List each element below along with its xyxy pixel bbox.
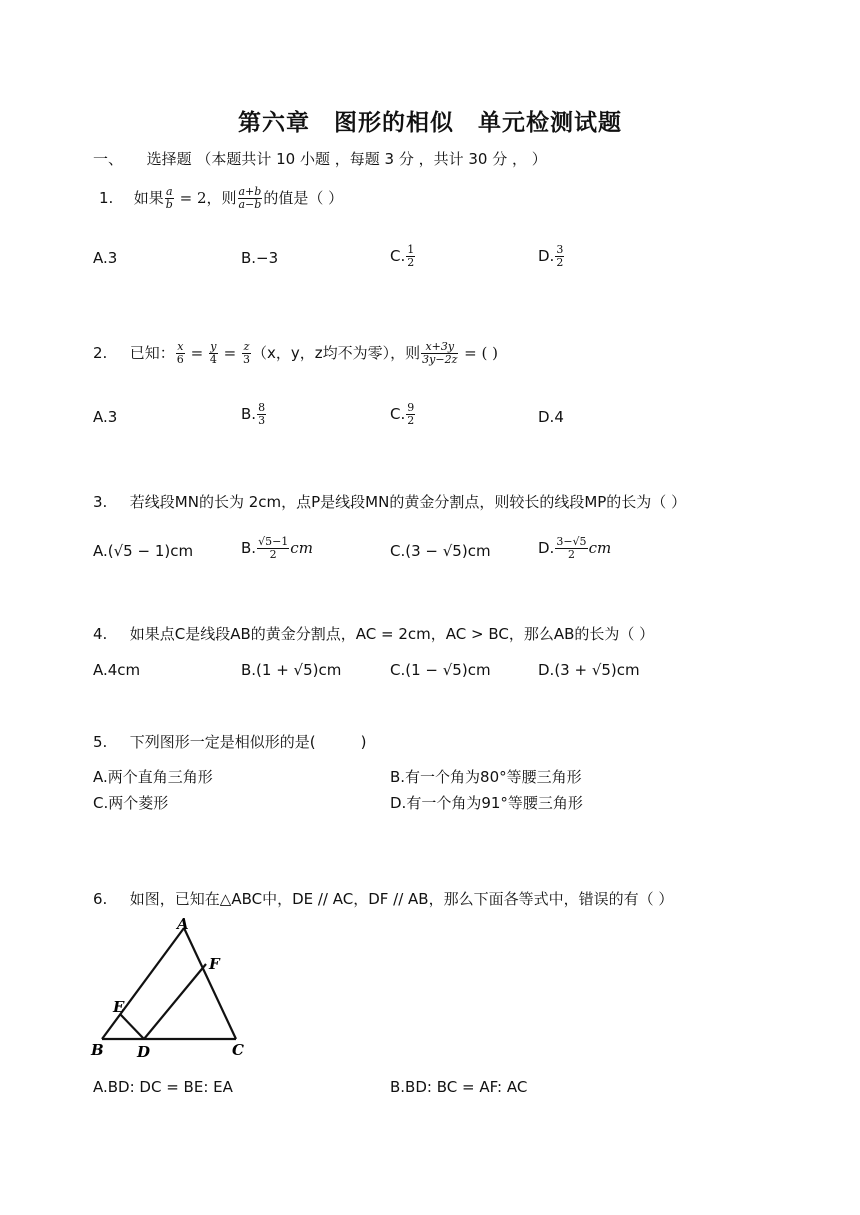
side-ac <box>184 928 236 1039</box>
option-d: D. $\frac{3}{2}$ <box>538 243 564 269</box>
option-c: C.(3 − √5)cm <box>390 542 491 560</box>
question-text: 如图，已知在△ABC中，DE // AC，DF // AB，那么下面各等式中，错误的有（ ） <box>129 890 674 908</box>
option-b: B. $\frac{8}{3}$ <box>241 401 266 427</box>
label-d: D <box>137 1043 151 1061</box>
option-c: C. $\frac{1}{2}$ <box>390 243 415 269</box>
option-a: A.BD: DC = BE: EA <box>93 1078 233 1096</box>
option-b: B.−3 <box>241 249 279 267</box>
option-a: A.3 <box>93 249 118 267</box>
option-d: D.(3 + √5)cm <box>538 661 640 679</box>
question-4 <box>93 623 654 644</box>
label-e: E <box>113 998 125 1016</box>
option-c: C.两个菱形 <box>93 794 169 812</box>
question-number: 6. <box>93 890 108 908</box>
question-number: 1. <box>99 189 114 207</box>
question-number: 3. <box>93 493 108 511</box>
triangle-figure <box>88 912 253 1062</box>
option-d: D.4 <box>538 408 564 426</box>
option-a: A.4cm <box>93 661 141 679</box>
option-c: C.(1 − √5)cm <box>390 661 491 679</box>
question-6 <box>93 888 673 909</box>
option-d: D.有一个角为91°等腰三角形 <box>390 794 583 812</box>
section-info: （本题共计 10 小题 ，每题 3 分 ，共计 30 分 ， ） <box>196 150 547 168</box>
segment-df <box>144 964 206 1039</box>
option-a: A.两个直角三角形 <box>93 768 213 786</box>
segment-de <box>120 1014 144 1039</box>
fraction-sum-over-diff: $\frac{a+b}{a-b}$ <box>238 185 262 211</box>
section-label: 选择题 <box>146 150 192 168</box>
label-b: B <box>91 1041 104 1059</box>
section-number: 一、 <box>93 150 124 168</box>
question-number: 4. <box>93 625 108 643</box>
option-a: A.3 <box>93 408 118 426</box>
fraction-a-over-b: $\frac{a}{b}$ <box>165 185 173 211</box>
question-text: 如果点C是线段AB的黄金分割点，AC = 2cm，AC > BC，那么AB的长为（ ） <box>129 625 655 643</box>
option-d: D. $\frac{3-√5}{2}$ cm <box>538 535 612 561</box>
question-number: 2. <box>93 344 108 362</box>
question-2: 2. 已知： $\frac{x}{6}$ = $\frac{y}{4}$ = $\frac{z}{3}$ （x，y，z均不为零），则 $\frac{x+3y}{3y-2z}$ = ( ) <box>93 340 498 366</box>
option-b: B.(1 + √5)cm <box>241 661 342 679</box>
option-b: B.有一个角为80°等腰三角形 <box>390 768 582 786</box>
label-f: F <box>209 955 220 973</box>
option-b: B. $\frac{√5-1}{2}$ cm <box>241 535 313 561</box>
option-c: C. $\frac{9}{2}$ <box>390 401 415 427</box>
label-a: A <box>177 915 189 933</box>
option-b: B.BD: BC = AF: AC <box>390 1078 528 1096</box>
section-header <box>93 148 547 169</box>
question-5 <box>93 731 367 752</box>
question-text: 若线段MN的长为 2cm，点P是线段MN的黄金分割点，则较长的线段MP的长为（ ） <box>129 493 687 511</box>
question-text: 如果 <box>133 189 164 207</box>
question-text: 下列图形一定是相似形的是( ) <box>129 733 367 751</box>
page-title: 第六章 图形的相似 单元检测试题 <box>238 110 622 136</box>
option-a: A.(√5 − 1)cm <box>93 542 194 560</box>
question-1: 1. 如果 $\frac{a}{b}$ = 2，则 $\frac{a+b}{a-b}$ 的值是（ ） <box>99 185 344 211</box>
question-number: 5. <box>93 733 108 751</box>
label-c: C <box>232 1041 244 1059</box>
question-3 <box>93 491 686 512</box>
side-ab <box>102 928 184 1039</box>
